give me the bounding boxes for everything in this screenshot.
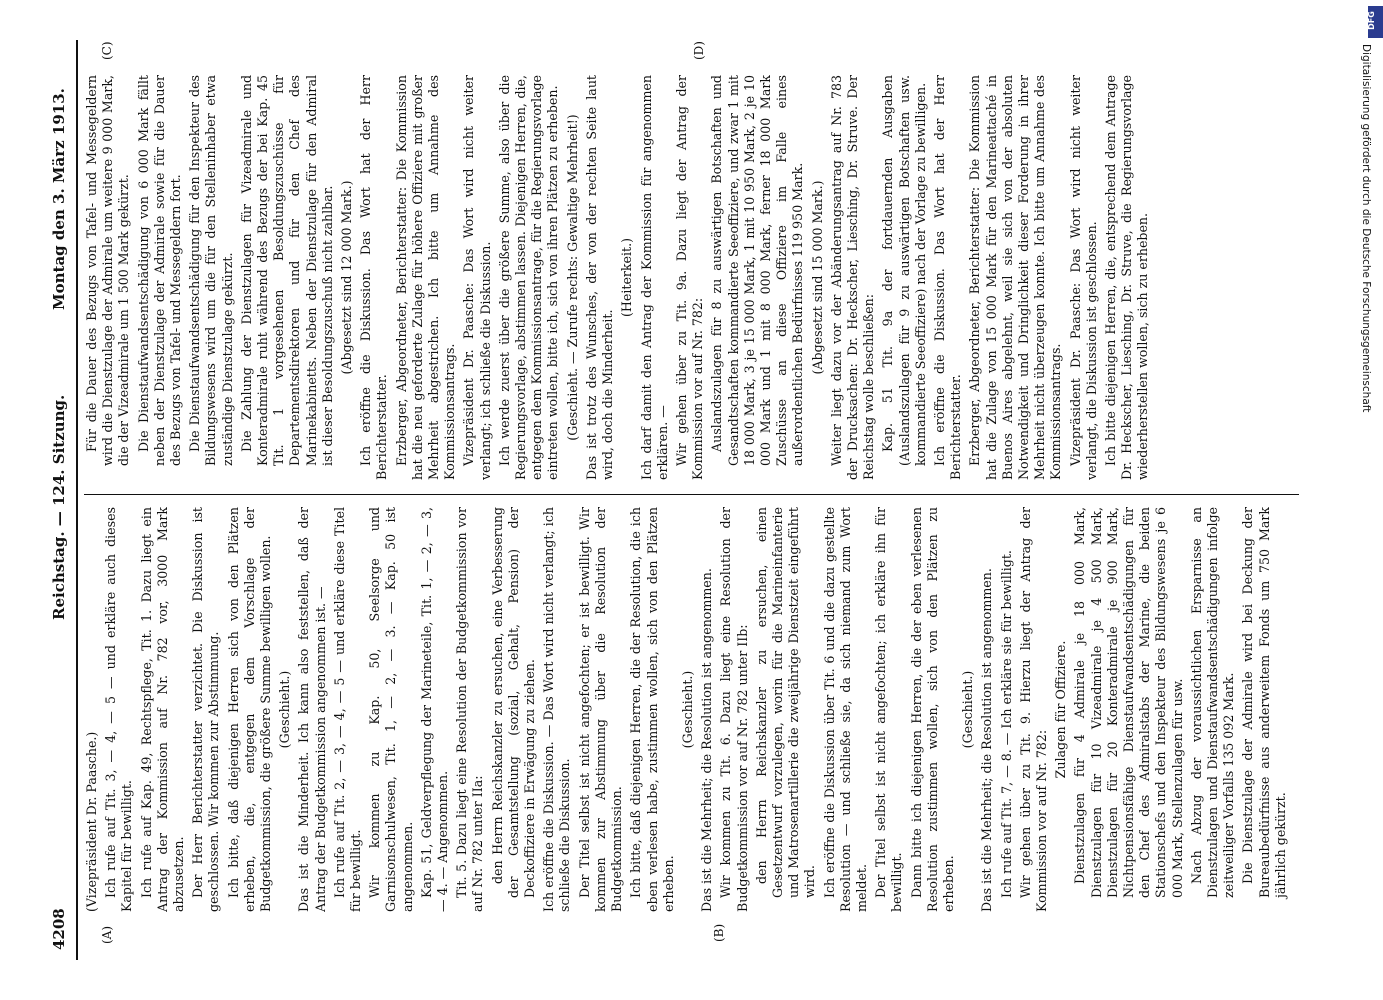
right-running-title: Montag den 3. März 1913.: [50, 88, 68, 310]
quoted-amendment: Kap. 51 Tit. 9a der fortdauernden Ausgaben (Auslandszulagen für 9 zu auswärtigen Botschaften usw. kommandierte Seeoffiziere) nach der Vorlage zu bewilligen.: [880, 75, 928, 466]
stage-direction: (Abgesetzt sind 12 000 Mark.): [339, 180, 355, 375]
paragraph: Wir gehen über zu Tit. 9a. Dazu liegt der Antrag der Kommission vor auf Nr. 782:: [673, 75, 706, 480]
paragraph: Ich eröffne die Diskussion. — Das Wort wird nicht verlangt; ich schließe die Diskussion.: [541, 507, 573, 912]
paragraph: Ich bitte, daß diejenigen Herren, die der Resolution, die ich eben verlesen habe, zustimmen wollen, sich von den Plätzen erheben.: [628, 507, 676, 912]
speaker-paragraph: Vizepräsident Dr. Paasche: Das Wort wird nicht weiter verlangt; ich schließe die Diskussion.: [461, 75, 493, 480]
paragraph: Der Titel selbst ist nicht angefochten; ich erkläre ihn für bewilligt.: [873, 507, 905, 912]
paragraph: Der Titel selbst ist nicht angefochten; er ist bewilligt. Wir kommen zur Abstimmung über die Resolution der Budgetkommission.: [576, 507, 625, 912]
column-divider: [84, 494, 1299, 495]
speaker-paragraph: Erzberger, Abgeordneter, Berichterstatter: Die Kommission hat die neu geforderte Zulage für höhere Offiziere mit großer Mehrheit abgestrichen. Ich bitte um Annahme des Kommissionsantrags.: [393, 75, 458, 480]
speaker-paragraph: Erzberger, Abgeordneter, Berichterstatter: Die Kommission hat die Zulage von 15 000 Mark für den Marineattaché in Buenos Aires abgelehnt, weil sie sich von der absoluten Notwendigkeit und Dringlichkeit dieser Forderung in ihrer Mehrheit nicht überzeugen konnte. Ich bitte um Annahme des Kommissionsantrags.: [967, 75, 1064, 480]
left-running-title: Reichstag. — 124. Sitzung.: [50, 394, 68, 620]
paragraph: Das ist die Mehrheit; die Resolution ist angenommen.: [699, 568, 715, 912]
paragraph: Wir gehen über zu Tit. 9. Hierzu liegt der Antrag der Kommission vor auf Nr. 782:: [1017, 507, 1049, 912]
paragraph: (Vizepräsident Dr. Paasche.): [84, 731, 99, 912]
quoted-budget-item: Dienstzulagen für 4 Admirale je 18 000 Mark, Dienstzulagen für 10 Vizeadmirale je 4 500 Mark, Dienstzulagen für 20 Konteradmirale je 900 Mark, Nichtpensionsfähige Dienstaufwandsentschädigungen für den Chef des Admiralstabs der Marine, die beiden Stationschefs und den Inspekteur des Bildungswesens je 6 000 Mark, Stellenzulagen für usw.: [1072, 507, 1185, 898]
paragraph: Das ist die Minderheit. Ich kann also feststellen, daß der Antrag der Budgetkommission angenommen ist. —: [296, 507, 328, 912]
paragraph: Ich rufe auf Tit. 3, — 4, — 5 — und erkläre auch dieses Kapitel für bewilligt.: [103, 507, 135, 912]
right-text-column: [84, 75, 1299, 480]
paragraph: Kap. 51, Geldverpflegung der Marineteile, Tit. 1, — 2, — 3, — 4. — Angenommen.: [418, 507, 451, 912]
dfg-logo: DFG: [1368, 6, 1383, 38]
stage-direction: (Geschieht.): [277, 670, 293, 749]
paragraph: Der Herr Berichterstatter verzichtet. Die Diskussion ist geschlossen. Wir kommen zur Abstimmung.: [190, 507, 222, 912]
quoted-budget-item: Die Zahlung der Dienstzulagen für Vizeadmirale und Konteradmirale ruht während des Bezugs der bei Kap. 45 Tit. 1 vorgesehenen Besoldungszuschüsse für Departementsdirektoren und für den Chef des Marinekabinetts. Neben der Dienstzulage für den Admiral ist dieser Besoldungszuschuß nicht zahlbar.: [238, 75, 335, 466]
paragraph: Wir kommen zu Kap. 50, Seelsorge und Garnisonschulwesen, Tit. 1, — 2, — 3. — Kap. 50 ist angenommen.: [367, 507, 415, 912]
stage-direction: (Geschieht.): [679, 670, 695, 749]
margin-marker-a: (A): [100, 925, 114, 944]
credit-line: Digitalisierung gefördert durch die Deutsche Forschungsgemeinschaft: [1360, 44, 1372, 413]
speaker-paragraph: Vizepräsident Dr. Paasche: Das Wort wird nicht weiter verlangt, die Diskussion ist geschlossen.: [1067, 75, 1099, 480]
paragraph: Das ist trotz des Wunsches, der von der rechten Seite laut wird, doch die Minderheit.: [583, 75, 616, 480]
page-header: [48, 40, 72, 960]
quoted-resolution: den Herrn Reichskanzler zu ersuchen, einen Gesetzentwurf vorzulegen, worin für die Marineinfanterie und Matrosenartillerie die zweijährige Dienstzeit eingeführt wird.: [753, 507, 818, 898]
margin-marker-b: (B): [712, 923, 726, 942]
paragraph: Ich rufe auf Kap. 49, Rechtspflege, Tit. 1. Dazu liegt ein Antrag der Kommission auf Nr. 782 vor, 3000 Mark abzusetzen.: [138, 507, 187, 912]
quoted-budget-item: Für die Dauer des Bezugs von Tafel- und Messegeldern wird die Dienstzulage der Admirale um weitere 9 000 Mark, die der Vizeadmirale um 1 500 Mark gekürzt.: [84, 75, 132, 466]
paragraph: Ich eröffne die Diskussion. Das Wort hat der Herr Berichterstatter.: [358, 75, 390, 480]
stage-direction: (Heiterkeit.): [619, 238, 635, 317]
section-heading: Zulagen für Offiziere.: [1053, 640, 1069, 779]
paragraph: Ich eröffne die Diskussion über Tit. 6 und die dazu gestellte Resolution — und schließe sie, da sich niemand zum Wort meldet.: [821, 507, 869, 912]
paragraph: Ich bitte, daß diejenigen Herren sich von den Plätzen erheben, die, entgegen dem Vorschlage der Budgetkommission, die größere Summe bewilligen wollen.: [225, 507, 274, 912]
paragraph: Ich darf damit den Antrag der Kommission für angenommen erklären. —: [638, 75, 670, 480]
paragraph: Ich rufe auf Tit. 7, — 8. — Ich erkläre sie für bewilligt.: [998, 550, 1014, 898]
quoted-budget-item: Die Dienstzulage der Admirale wird bei Deckung der Bureaubedürfnisse aus anderweitem Fonds um 750 Mark jährlich gekürzt.: [1240, 507, 1288, 898]
paragraph: Weiter liegt dazu vor der Abänderungsantrag auf Nr. 783 der Drucksachen: Dr. Heckscher, Liesching, Dr. Struve. Der Reichstag wolle beschließen:: [828, 75, 877, 480]
left-text-column: [84, 507, 1299, 912]
page-number: 4208: [50, 908, 68, 950]
quoted-budget-item: Die Dienstaufwandsentschädigung für den Inspekteur des Bildungswesens wird um die für den Stelleninhaber etwa zuständige Dienstzulage gekürzt.: [187, 75, 235, 466]
quoted-budget-item: Auslandszulagen für 8 zu auswärtigen Botschaften und Gesandtschaften kommandierte Seeoffiziere, und zwar 1 mit 18 000 Mark, 3 je 15 000 Mark, 1 mit 10 950 Mark, 2 je 10 000 Mark und 1 mit 8 000 Mark, ferner 18 000 Mark Zuschüsse an diese Offiziere im Falle eines außerordentlichen Bedürfnisses 119 950 Mark.: [709, 75, 806, 466]
paragraph: Ich werde zuerst über die größere Summe, also über die Regierungsvorlage, abstimmen lassen. Diejenigen Herren, die, entgegen dem Kommissionsantrage, für die Regierungsvorlage eintreten wollen, bitte ich, sich von ihren Plätzen zu erheben.: [496, 75, 561, 480]
paragraph: Ich rufe auf Tit. 2, — 3, — 4, — 5 — und erkläre diese Titel für bewilligt.: [331, 507, 364, 912]
quoted-budget-item: Die Dienstaufwandsentschädigung von 6 000 Mark fällt neben der Dienstzulage der Admirale sowie für die Dauer des Bezugs von Tafel- und Messegeldern fort.: [135, 75, 184, 466]
paragraph: Ich bitte diejenigen Herren, die, entsprechend dem Antrage Dr. Heckscher, Liesching, Dr. Struve, die Regierungsvorlage wiederherstellen wollen, sich zu erheben.: [1102, 75, 1151, 480]
stage-direction: (Geschieht.): [960, 670, 976, 749]
header-rule: [76, 40, 78, 960]
stage-direction: (Abgesetzt sind 15 000 Mark.): [809, 180, 825, 375]
paragraph: Wir kommen zu Tit. 6. Dazu liegt eine Resolution der Budgetkommission vor auf Nr. 782 unter IIb:: [718, 507, 750, 912]
paragraph: Das ist die Mehrheit; die Resolution ist angenommen.: [979, 568, 995, 912]
paragraph: Ich eröffne die Diskussion. Das Wort hat der Herr Berichterstatter.: [931, 75, 964, 480]
quoted-budget-item: Nach Abzug der voraussichtlichen Ersparnisse an Dienstzulagen und Dienstaufwandsentschädigungen infolge zeitweiliger Vorfalls 135 092 Mark.: [1188, 507, 1237, 898]
margin-marker-c: (C): [100, 41, 114, 60]
stage-direction: (Geschieht. — Zurufe rechts: Gewaltige Mehrheit!): [564, 114, 580, 441]
margin-marker-d: (D): [692, 41, 706, 60]
paragraph: Tit. 5. Dazu liegt eine Resolution der Budgetkommission vor auf Nr. 782 unter IIa:: [454, 507, 486, 912]
quoted-resolution: den Herrn Reichskanzler zu ersuchen, eine Verbesserung der Gesamtstellung (sozial, Gehalt, Pension) der Deckoffiziere in Erwägung zu ziehen.: [489, 507, 538, 898]
paragraph: Dann bitte ich diejenigen Herren, die der eben verlesenen Resolution zustimmen wollen, sich von den Plätzen zu erheben.: [908, 507, 956, 912]
